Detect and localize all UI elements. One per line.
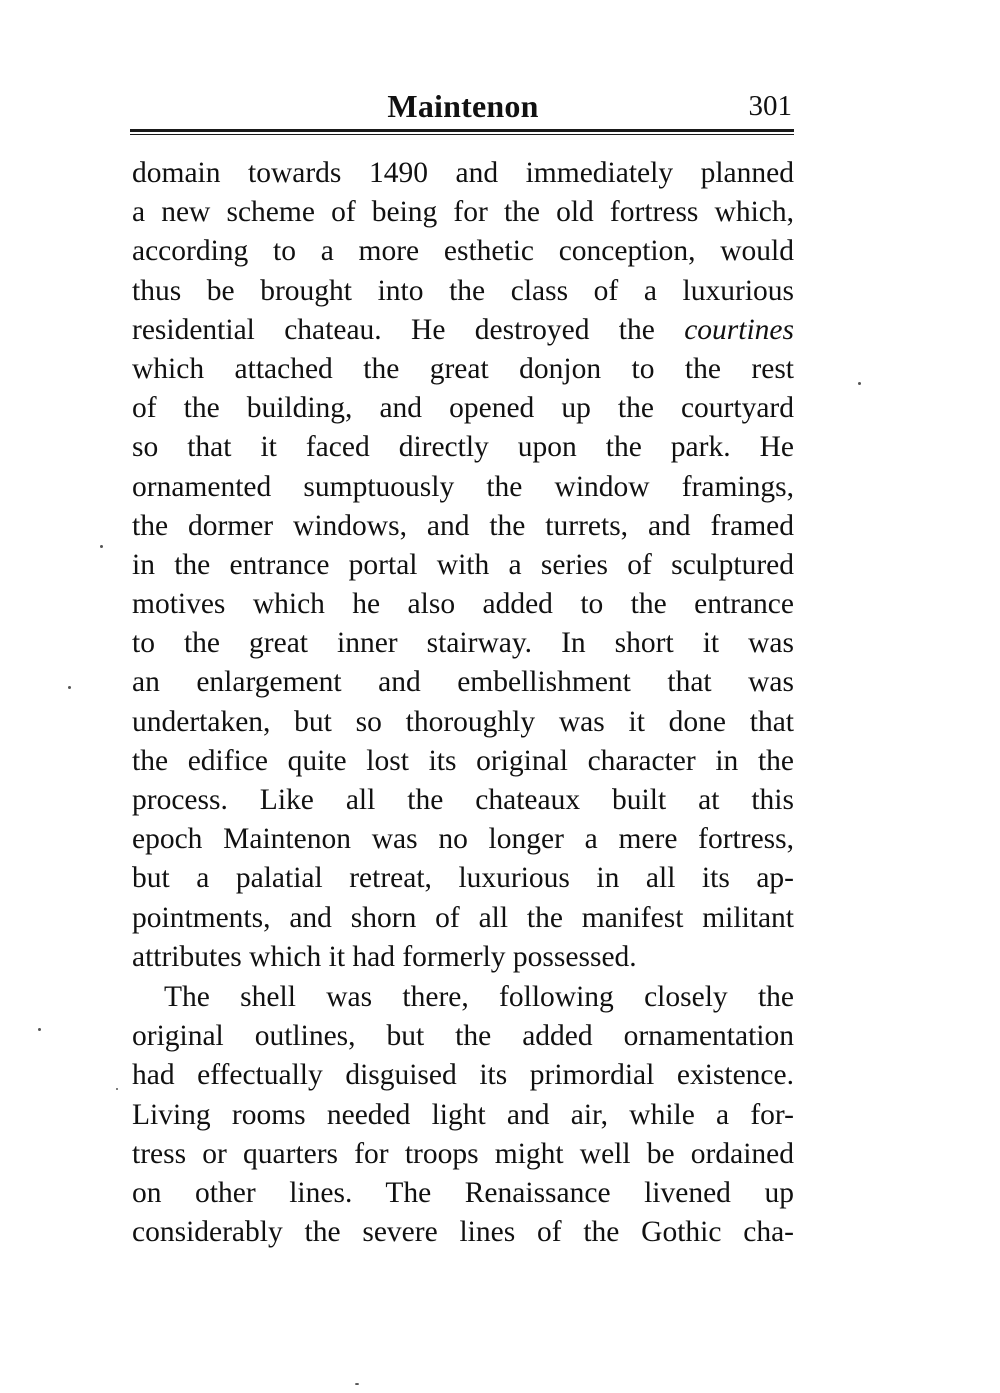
text-line: to the great inner stairway. In short it was: [132, 627, 794, 660]
text-line: thus be brought into the class of a luxurious: [132, 274, 794, 307]
text-line: [132, 311, 794, 350]
scan-speck: [355, 1383, 359, 1385]
scan-speck: [68, 686, 71, 689]
running-head-title: Maintenon: [387, 88, 539, 124]
text-line: motives which he also added to the entrance: [132, 588, 794, 621]
text-line: Living rooms needed light and air, while a for-: [132, 1098, 794, 1131]
text-line: a new scheme of being for the old fortress which,: [132, 196, 794, 229]
body-text: [132, 154, 794, 1252]
scan-speck: [38, 1028, 41, 1031]
text-line: the edifice quite lost its original character in the: [132, 744, 794, 777]
text-line: the dormer windows, and the turrets, and framed: [132, 509, 794, 542]
scan-speck: [100, 545, 103, 548]
text-line: original outlines, but the added ornamentation: [132, 1020, 794, 1053]
text-line: pointments, and shorn of all the manifest militant: [132, 901, 794, 934]
text-line: tress or quarters for troops might well be ordained: [132, 1137, 794, 1170]
text-line: an enlargement and embellishment that was: [132, 666, 794, 699]
text-line: process. Like all the chateaux built at this: [132, 784, 794, 816]
paragraph-1: [132, 154, 794, 977]
text-line: according to a more esthetic conception, would: [132, 235, 794, 268]
text-line: epoch Maintenon was no longer a mere fortress,: [132, 823, 794, 856]
text-line: undertaken, but so thoroughly was it done that: [132, 705, 794, 738]
paragraph-2: [132, 978, 794, 1252]
text-line: which attached the great donjon to the rest: [132, 352, 794, 385]
running-header: [132, 84, 794, 128]
text-line: had effectually disguised its primordial existence.: [132, 1059, 794, 1092]
page-number: 301: [748, 90, 792, 122]
header-rule-thin: [130, 134, 794, 135]
text-line: domain towards 1490 and immediately planned: [132, 157, 794, 189]
text-run: residential chateau. He destroyed the: [132, 313, 685, 346]
scan-speck: [858, 382, 861, 385]
text-line: ornamented sumptuously the window framings,: [132, 470, 794, 503]
text-line: on other lines. The Renaissance livened up: [132, 1176, 794, 1209]
italic-term: courtines: [684, 313, 794, 346]
text-line: in the entrance portal with a series of sculptured: [132, 548, 794, 581]
header-rule-thick: [130, 129, 794, 132]
text-line: The shell was there, following closely the: [164, 980, 794, 1013]
text-line: of the building, and opened up the courtyard: [132, 392, 794, 425]
text-line: so that it faced directly upon the park. He: [132, 431, 794, 464]
scan-speck: [116, 1088, 118, 1090]
text-line: but a palatial retreat, luxurious in all its ap-: [132, 862, 794, 895]
text-line: considerably the severe lines of the Gothic cha-: [132, 1216, 794, 1249]
text-line: attributes which it had formerly possessed.: [132, 940, 637, 973]
